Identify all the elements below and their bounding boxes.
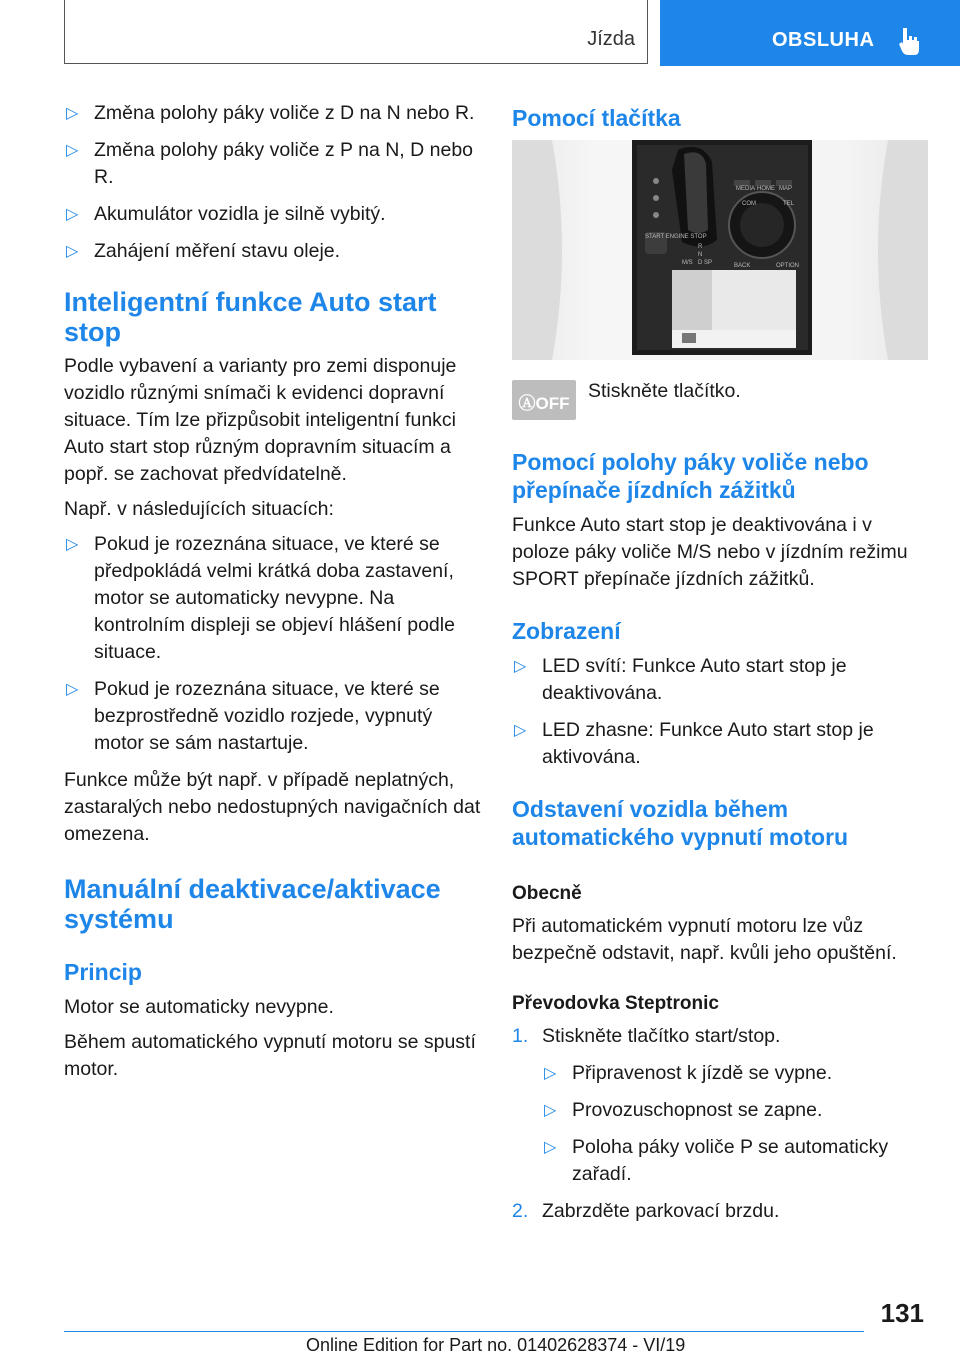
heading-display: Zobrazení xyxy=(512,618,621,644)
heading-by-button: Pomocí tlačítka xyxy=(512,105,681,131)
triangle-bullet-icon: ▷ xyxy=(514,722,527,739)
triangle-bullet-icon: ▷ xyxy=(66,142,79,159)
triangle-bullet-icon: ▷ xyxy=(544,1139,557,1156)
chapter-tab[interactable] xyxy=(660,0,960,66)
paragraph: Funkce Auto start stop je deaktivována i v poloze páky voliče M/S nebo v jízdním režimu SPORT přepínače jízdních zážitků. xyxy=(512,514,908,590)
option-label: OPTION xyxy=(776,263,800,269)
map-label: MAP xyxy=(779,186,793,192)
edition-text: Online Edition for Part no. 01402628374 - VI/19 xyxy=(306,1335,686,1355)
list-item: ▷ Změna polohy páky voliče z P na N, D nebo R. xyxy=(66,139,474,188)
section-title: Jízda xyxy=(587,28,635,50)
paragraph: Funkce může být např. v případě neplatných, zastaralých nebo nedostupných navigačních dat omezena. xyxy=(64,769,481,845)
heading-intelligent-auto-start-stop: Inteligentní funkce Auto start stop xyxy=(64,287,437,347)
media-label: MEDIA xyxy=(736,186,756,192)
gear-r-label: R xyxy=(698,244,703,250)
list-item: ▷ Akumulátor vozidla je silně vybitý. xyxy=(64,201,482,228)
paragraph: Při automatickém vypnutí motoru lze vůz bezpečně odstavit, např. kvůli jeho opuštění. xyxy=(512,915,897,964)
heading-parking: Odstavení vozidla během automatického vypnutí motoru xyxy=(512,796,849,850)
start-stop-label: START ENGINE STOP xyxy=(645,234,707,240)
list-item: ▷ Pokud je rozeznána situace, ve které se předpokládá velmi krátká doba zastavení, motor se automaticky nevypne. Na kontrolním displeji se objeví hlášení podle situace. xyxy=(66,533,455,663)
gear-sp-label: SP xyxy=(704,260,713,266)
triangle-bullet-icon: ▷ xyxy=(66,105,79,122)
gear-d-label: D xyxy=(698,260,703,266)
left-column xyxy=(64,100,482,1091)
list-item: ▷ Připravenost k jízdě se vypne. xyxy=(512,1060,930,1087)
list-item: ▷ Změna polohy páky voliče z D na N nebo R. xyxy=(64,100,482,127)
step-number: 1. xyxy=(512,1025,529,1047)
paragraph: Motor se automaticky nevypne. xyxy=(64,996,334,1018)
button-instruction xyxy=(512,380,930,420)
gear-ms-label: M/S xyxy=(682,260,693,266)
list-item: ▷ LED svítí: Funkce Auto start stop je deaktivována. xyxy=(514,655,847,704)
com-label: COM xyxy=(742,201,756,207)
header-box xyxy=(64,0,648,64)
list-item: ▷ Pokud je rozeznána situace, ve které se bezprostředně vozidlo rozjede, vypnutý motor se sám nastartuje. xyxy=(66,678,440,754)
triangle-bullet-icon: ▷ xyxy=(544,1102,557,1119)
center-console-photo xyxy=(512,140,928,360)
list-item: ▷ Zahájení měření stavu oleje. xyxy=(64,238,482,265)
heading-manual-deactivation: Manuální deaktivace/aktivace systému xyxy=(64,874,441,934)
press-button-text: Stiskněte tlačítko. xyxy=(588,380,741,402)
heading-steptronic: Převodovka Steptronic xyxy=(512,993,719,1014)
tel-label: TEL xyxy=(783,201,795,207)
center-console-illustration xyxy=(512,140,928,360)
right-column xyxy=(512,100,930,1235)
back-label: BACK xyxy=(734,263,751,269)
gear-n-label: N xyxy=(698,252,703,258)
paragraph: Během automatického vypnutí motoru se spustí motor. xyxy=(64,1031,476,1080)
list-item: ▷ LED zhasne: Funkce Auto start stop je aktivována. xyxy=(514,719,874,768)
heading-principle: Princip xyxy=(64,959,142,985)
step-number: 2. xyxy=(512,1200,529,1222)
triangle-bullet-icon: ▷ xyxy=(66,243,79,260)
triangle-bullet-icon: ▷ xyxy=(544,1065,557,1082)
triangle-bullet-icon: ▷ xyxy=(66,681,79,698)
home-label: HOME xyxy=(757,186,775,192)
step-item: 2. Zabrzděte parkovací brzdu. xyxy=(512,1198,930,1225)
heading-by-lever: Pomocí polohy páky voliče nebo přepínače jízdních zážitků xyxy=(512,449,869,503)
heading-general: Obecně xyxy=(512,883,582,904)
triangle-bullet-icon: ▷ xyxy=(514,658,527,675)
triangle-bullet-icon: ▷ xyxy=(66,206,79,223)
triangle-bullet-icon: ▷ xyxy=(66,536,79,553)
hand-pointer-icon xyxy=(898,26,922,56)
step-item: 1. Stiskněte tlačítko start/stop. xyxy=(512,1023,930,1050)
paragraph: Např. v následujících situacích: xyxy=(64,498,334,520)
list-item: ▷ Provozuschopnost se zapne. xyxy=(512,1097,930,1124)
list-item: ▷ Poloha páky voliče P se automaticky zařadí. xyxy=(544,1136,889,1185)
chapter-tab-label: OBSLUHA xyxy=(772,29,875,51)
auto-start-stop-off-icon: ⒶOFF xyxy=(512,380,576,420)
paragraph: Podle vybavení a varianty pro zemi disponuje vozidlo různými snímači k evidenci dopravní situace. Tím lze přizpůsobit inteligentní funkci Auto start stop různým dopravním situacím a popř. se zachovat předvídatelně. xyxy=(64,355,457,485)
footer-divider xyxy=(64,1331,864,1332)
page-number: 131 xyxy=(880,1298,924,1328)
